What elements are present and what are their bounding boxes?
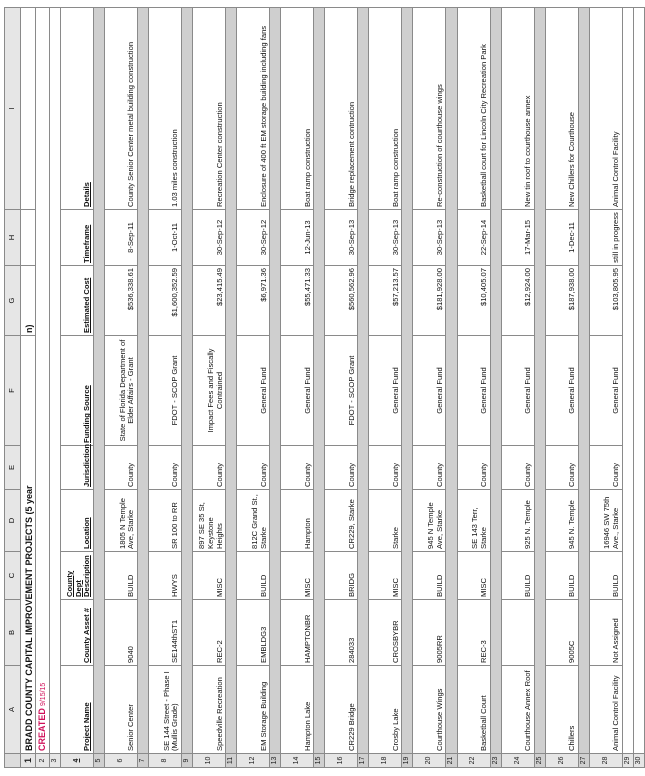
cell-jurisdiction[interactable]: County xyxy=(237,446,270,490)
cell-location[interactable]: CR229, Starke xyxy=(325,490,358,552)
cell-location[interactable]: Hampton xyxy=(281,490,314,552)
table-row xyxy=(281,8,314,768)
cell-jurisdiction[interactable]: County xyxy=(457,446,490,490)
cell-project-name[interactable]: Speedville Recreation xyxy=(193,666,226,754)
cell-timeframe[interactable]: 30-Sep-13 xyxy=(369,210,402,266)
cell-dept[interactable]: BRIDG xyxy=(325,552,358,600)
cell-location[interactable]: 897 SE 35 St, Keystone Heights xyxy=(193,490,226,552)
table-row xyxy=(369,8,402,768)
cell-project-name[interactable]: EM Storage Building xyxy=(237,666,270,754)
cell-dept[interactable]: MISC xyxy=(457,552,490,600)
cell-asset[interactable]: 284033 xyxy=(325,600,358,666)
cell-jurisdiction[interactable]: County xyxy=(413,446,446,490)
cell-details[interactable]: Re-construction of courthouse wings xyxy=(413,8,446,210)
title-prefix: BRAD xyxy=(23,725,34,751)
title-text: D COUNTY CAPITAL IMPROVEMENT PROJECTS (5 year xyxy=(23,485,34,725)
band-row xyxy=(402,8,413,768)
cell-funding[interactable]: General Fund xyxy=(589,336,622,446)
cell-project-name[interactable]: Animal Control Facility xyxy=(589,666,622,754)
band-fill[interactable] xyxy=(534,8,545,754)
cell-jurisdiction[interactable]: County xyxy=(589,446,622,490)
column-header-d[interactable]: D xyxy=(5,490,21,552)
cell-jurisdiction[interactable]: County xyxy=(501,446,534,490)
header-timeframe[interactable]: Timeframe xyxy=(61,210,94,266)
title-suffix[interactable]: n) xyxy=(21,266,36,336)
row-number[interactable]: 19 xyxy=(402,754,413,768)
empty-row xyxy=(622,8,633,768)
row-number[interactable]: 17 xyxy=(358,754,369,768)
row-number[interactable]: 26 xyxy=(545,754,578,768)
cell-funding[interactable]: General Fund xyxy=(457,336,490,446)
empty-cell[interactable] xyxy=(622,8,633,754)
row-number[interactable]: 29 xyxy=(622,754,633,768)
cell-cost[interactable]: $1,600,352.59 xyxy=(149,266,182,336)
table-row xyxy=(545,8,578,768)
cell-project-name[interactable]: Hampton Lake xyxy=(281,666,314,754)
cell-cost[interactable]: $23,415.49 xyxy=(193,266,226,336)
created-cell[interactable] xyxy=(36,8,50,754)
cell-jurisdiction[interactable]: County xyxy=(193,446,226,490)
cell-project-name[interactable]: Courthouse Wings xyxy=(413,666,446,754)
row-number[interactable]: 21 xyxy=(446,754,457,768)
row-number[interactable]: 10 xyxy=(193,754,226,768)
cell-location[interactable]: 1805 N Temple Ave, Starke xyxy=(105,490,138,552)
cell-details[interactable]: Enclosure of 400 ft EM storage building including fans xyxy=(237,8,270,210)
cell-location[interactable]: 16946 SW 75th Ave., Starke xyxy=(589,490,622,552)
cell-cost[interactable]: $55,471.33 xyxy=(281,266,314,336)
cell-cost[interactable]: $536,338.61 xyxy=(105,266,138,336)
cell-funding[interactable]: General Fund xyxy=(545,336,578,446)
created-row xyxy=(36,8,50,768)
row-number[interactable]: 28 xyxy=(589,754,622,768)
band-fill[interactable] xyxy=(138,8,149,754)
cell-jurisdiction[interactable]: County xyxy=(369,446,402,490)
cell-asset[interactable] xyxy=(501,600,534,666)
band-fill[interactable] xyxy=(270,8,281,754)
header-dept[interactable]: County Dept Description xyxy=(61,552,94,600)
cell-jurisdiction[interactable]: County xyxy=(149,446,182,490)
cell-location[interactable]: SR 100 to RR xyxy=(149,490,182,552)
row-number[interactable]: 5 xyxy=(94,754,105,768)
column-header-f[interactable]: F xyxy=(5,336,21,446)
cell-funding[interactable]: FDOT - SCOP Grant xyxy=(325,336,358,446)
cell-timeframe[interactable]: 30-Sep-13 xyxy=(413,210,446,266)
empty-cell[interactable] xyxy=(633,8,644,754)
row-number[interactable]: 8 xyxy=(149,754,182,768)
cell-dept[interactable]: MISC xyxy=(369,552,402,600)
cell-dept[interactable]: BUILD xyxy=(545,552,578,600)
select-all-corner[interactable] xyxy=(5,754,21,768)
cell-timeframe[interactable]: 8-Sep-11 xyxy=(105,210,138,266)
cell-cost[interactable]: $6,971.36 xyxy=(237,266,270,336)
band-row xyxy=(446,8,457,768)
row-number[interactable]: 9 xyxy=(182,754,193,768)
band-row xyxy=(534,8,545,768)
row-number[interactable]: 12 xyxy=(237,754,270,768)
cell-funding[interactable]: Impact Fees and Fiscally Contrained xyxy=(193,336,226,446)
cell-jurisdiction[interactable]: County xyxy=(545,446,578,490)
cell-jurisdiction[interactable]: County xyxy=(325,446,358,490)
row-number[interactable]: 25 xyxy=(534,754,545,768)
header-location[interactable]: Location xyxy=(61,490,94,552)
header-asset[interactable]: County Asset # xyxy=(61,600,94,666)
band-row xyxy=(94,8,105,768)
band-fill[interactable] xyxy=(402,8,413,754)
band-row xyxy=(182,8,193,768)
row-number[interactable]: 1 xyxy=(21,754,36,768)
band-fill[interactable] xyxy=(490,8,501,754)
cell-funding[interactable]: General Fund xyxy=(369,336,402,446)
cell-details[interactable]: Recreation Center construction xyxy=(193,8,226,210)
header-project-name[interactable]: Project Name xyxy=(61,666,94,754)
cell-details[interactable]: Bridge replacement contruction xyxy=(325,8,358,210)
header-row xyxy=(61,8,94,768)
band-row xyxy=(138,8,149,768)
row-number[interactable]: 4 xyxy=(61,754,94,768)
cell-funding[interactable]: General Fund xyxy=(413,336,446,446)
cell-asset[interactable]: Not Assigned xyxy=(589,600,622,666)
cell-cost[interactable]: $103,805.95 xyxy=(589,266,622,336)
cell-asset[interactable]: 9005C xyxy=(545,600,578,666)
empty-row xyxy=(633,8,644,768)
cell-dept[interactable]: BUILD xyxy=(413,552,446,600)
cell-location[interactable]: 945 N Temple Ave, Starke xyxy=(413,490,446,552)
cell-project-name[interactable]: Senior Center xyxy=(105,666,138,754)
column-header-row xyxy=(5,8,21,768)
row-number[interactable]: 24 xyxy=(501,754,534,768)
column-header-c[interactable]: C xyxy=(5,552,21,600)
band-fill[interactable] xyxy=(578,8,589,754)
cell-details[interactable]: New tin roof to courthouse annex xyxy=(501,8,534,210)
spreadsheet-table xyxy=(4,7,645,768)
band-fill[interactable] xyxy=(226,8,237,754)
band-fill[interactable] xyxy=(446,8,457,754)
band-row xyxy=(226,8,237,768)
cell-asset[interactable]: REC-3 xyxy=(457,600,490,666)
cell-dept[interactable]: BUILD xyxy=(237,552,270,600)
cell-project-name[interactable]: SE 144 Street - Phase I (Mullis Grade) xyxy=(149,666,182,754)
cell-asset[interactable]: CROSBYBR xyxy=(369,600,402,666)
table-row xyxy=(237,8,270,768)
title-row xyxy=(21,8,36,768)
cell-cost[interactable]: $10,405.07 xyxy=(457,266,490,336)
cell-dept[interactable]: BUILD xyxy=(105,552,138,600)
cell-details[interactable]: Basketball court for Lincoln City Recreation Park xyxy=(457,8,490,210)
row-number[interactable]: 23 xyxy=(490,754,501,768)
row-number[interactable]: 30 xyxy=(633,754,644,768)
cell-cost[interactable]: $12,924.00 xyxy=(501,266,534,336)
cell-project-name[interactable]: Chillers xyxy=(545,666,578,754)
row-number[interactable]: 14 xyxy=(281,754,314,768)
row-number[interactable]: 13 xyxy=(270,754,281,768)
cell-cost[interactable]: $57,213.57 xyxy=(369,266,402,336)
table-row xyxy=(457,8,490,768)
cell-funding[interactable]: General Fund xyxy=(237,336,270,446)
header-details[interactable]: Details xyxy=(61,8,94,210)
cell-location[interactable]: Starke xyxy=(369,490,402,552)
header-cost[interactable]: Estimated Cost xyxy=(61,266,94,336)
column-header-b[interactable]: B xyxy=(5,600,21,666)
cell-details[interactable]: County Senior Center metal building construction xyxy=(105,8,138,210)
row-number[interactable]: 11 xyxy=(226,754,237,768)
cell-location[interactable]: SE 143 Terr, Starke xyxy=(457,490,490,552)
cell-cost[interactable]: $560,562.96 xyxy=(325,266,358,336)
column-header-e[interactable]: E xyxy=(5,446,21,490)
cell-asset[interactable]: 9040 xyxy=(105,600,138,666)
row-number[interactable]: 7 xyxy=(138,754,149,768)
cell-location[interactable]: 945 N. Temple xyxy=(545,490,578,552)
band-fill[interactable] xyxy=(358,8,369,754)
cell-dept[interactable]: BUILD xyxy=(589,552,622,600)
cell-funding[interactable]: General Fund xyxy=(501,336,534,446)
cell-funding[interactable]: General Fund xyxy=(281,336,314,446)
table-row xyxy=(325,8,358,768)
cell-asset[interactable]: 9005RR xyxy=(413,600,446,666)
band-row xyxy=(270,8,281,768)
cell-project-name[interactable]: Courthouse Annex Roof xyxy=(501,666,534,754)
cell-cost[interactable]: $181,928.00 xyxy=(413,266,446,336)
band-fill[interactable] xyxy=(182,8,193,754)
row-number[interactable]: 18 xyxy=(369,754,402,768)
column-header-h[interactable]: H xyxy=(5,210,21,266)
cell-asset[interactable]: SE144thST1 xyxy=(149,600,182,666)
cell-project-name[interactable]: Basketball Court xyxy=(457,666,490,754)
created-date: 9/15/15 xyxy=(40,682,47,707)
cell-asset[interactable]: EMBLDG3 xyxy=(237,600,270,666)
cell-dept[interactable]: MISC xyxy=(193,552,226,600)
column-header-a[interactable]: A xyxy=(5,666,21,754)
cell-timeframe[interactable]: 22-Sep-14 xyxy=(457,210,490,266)
table-row xyxy=(193,8,226,768)
cell-details[interactable]: Boat ramp construction xyxy=(281,8,314,210)
header-jurisdiction[interactable]: Jurisdiction xyxy=(61,446,94,490)
column-header-i[interactable]: I xyxy=(5,8,21,210)
row-number[interactable]: 20 xyxy=(413,754,446,768)
cell-funding[interactable]: State of Florida Department of Elder Affairs - Grant xyxy=(105,336,138,446)
band-row xyxy=(490,8,501,768)
blank-row xyxy=(50,8,61,768)
row-number[interactable]: 22 xyxy=(457,754,490,768)
cell-details[interactable]: 1.03 miles construction xyxy=(149,8,182,210)
cell-timeframe[interactable]: 30-Sep-12 xyxy=(193,210,226,266)
cell-timeframe[interactable]: 30-Sep-12 xyxy=(237,210,270,266)
cell-asset[interactable]: HAMPTONBR xyxy=(281,600,314,666)
row-number[interactable]: 2 xyxy=(36,754,50,768)
header-funding[interactable]: Funding Source xyxy=(61,336,94,446)
cell-location[interactable]: 925 N. Temple xyxy=(501,490,534,552)
cell-dept[interactable]: MISC xyxy=(281,552,314,600)
row-number[interactable]: 27 xyxy=(578,754,589,768)
table-row xyxy=(501,8,534,768)
cell-details[interactable]: Animal Control Facility xyxy=(589,8,622,210)
cell-project-name[interactable]: CR229 Bridge xyxy=(325,666,358,754)
cell-timeframe[interactable]: 12-Jun-13 xyxy=(281,210,314,266)
sheet-title[interactable] xyxy=(21,336,36,754)
table-row xyxy=(589,8,622,768)
row-number[interactable]: 15 xyxy=(314,754,325,768)
band-row xyxy=(314,8,325,768)
cell-dept[interactable]: BUILD xyxy=(501,552,534,600)
cell-details[interactable]: New Chillers for Courthouse xyxy=(545,8,578,210)
cell-timeframe[interactable]: 17-Mar-15 xyxy=(501,210,534,266)
cell-asset[interactable]: REC-2 xyxy=(193,600,226,666)
cell-details[interactable]: Boat ramp construction xyxy=(369,8,402,210)
cell-timeframe[interactable]: 30-Sep-13 xyxy=(325,210,358,266)
cell-jurisdiction[interactable]: County xyxy=(105,446,138,490)
row-number[interactable]: 16 xyxy=(325,754,358,768)
cell-project-name[interactable]: Crosby Lake xyxy=(369,666,402,754)
cell-timeframe[interactable]: 1-Dec-11 xyxy=(545,210,578,266)
cell-location[interactable]: 812C Grand St., Starke xyxy=(237,490,270,552)
row-number[interactable]: 6 xyxy=(105,754,138,768)
row-number[interactable]: 3 xyxy=(50,754,61,768)
band-row xyxy=(578,8,589,768)
table-row xyxy=(413,8,446,768)
cell-timeframe[interactable]: still in progress xyxy=(589,210,622,266)
band-fill[interactable] xyxy=(314,8,325,754)
column-header-g[interactable]: G xyxy=(5,266,21,336)
cell-cost[interactable]: $187,938.00 xyxy=(545,266,578,336)
band-row xyxy=(358,8,369,768)
table-row xyxy=(105,8,138,768)
table-row xyxy=(149,8,182,768)
cell-timeframe[interactable]: 1-Oct-11 xyxy=(149,210,182,266)
created-label: CREATED xyxy=(37,708,47,751)
cell-dept[interactable]: HWYS xyxy=(149,552,182,600)
cell-funding[interactable]: FDOT - SCOP Grant xyxy=(149,336,182,446)
cell-jurisdiction[interactable]: County xyxy=(281,446,314,490)
